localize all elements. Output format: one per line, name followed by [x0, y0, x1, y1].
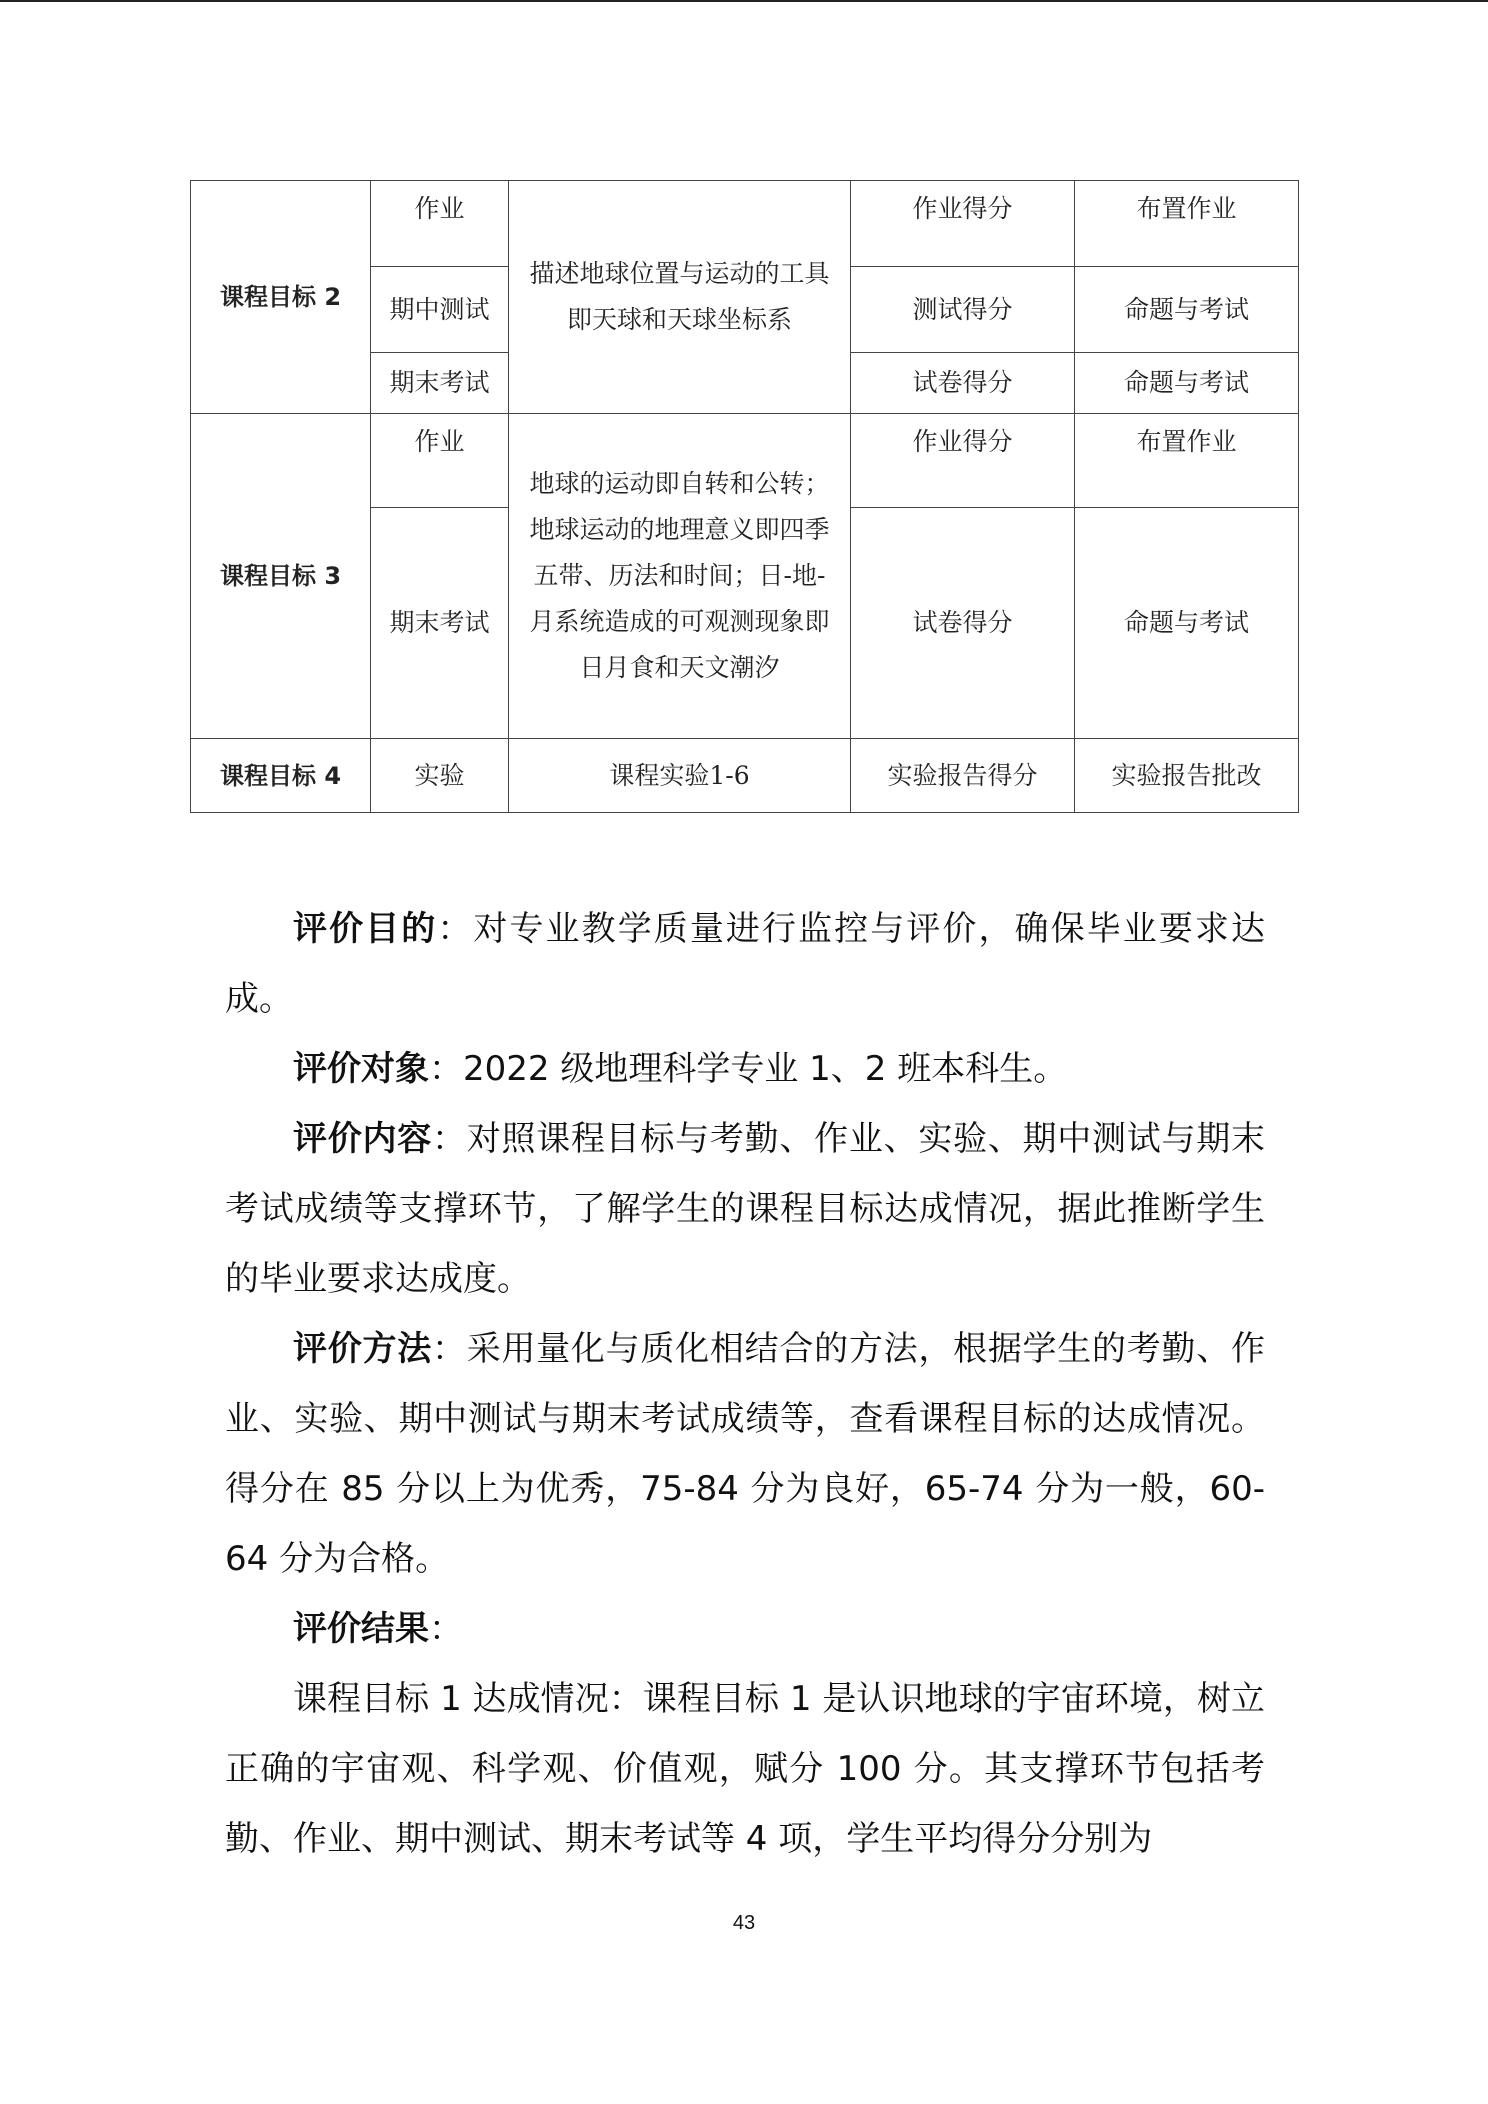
content-line: 地球的运动即自转和公转； [529, 469, 830, 498]
table-row [191, 181, 1299, 267]
goal-cell: 课程目标 4 [191, 739, 371, 813]
score-cell: 试卷得分 [851, 353, 1075, 414]
evaluation-text [225, 894, 1265, 1874]
link-cell: 期末考试 [371, 508, 509, 739]
paragraph-label: 评价对象 [293, 1049, 429, 1089]
score-cell: 作业得分 [851, 414, 1075, 508]
content-line: 五带、历法和时间；日-地- [533, 561, 826, 590]
link-cell: 期末考试 [371, 353, 509, 414]
table-row [191, 739, 1299, 813]
paragraph-method [225, 1314, 1265, 1594]
paragraph-object [225, 1034, 1265, 1104]
paragraph-text: ： [429, 1609, 463, 1649]
content-line: 日月食和天文潮汐 [579, 653, 780, 682]
score-cell: 作业得分 [851, 181, 1075, 267]
paragraph-label: 评价结果 [293, 1609, 429, 1649]
content-cell [509, 181, 851, 414]
paragraph-content [225, 1104, 1265, 1314]
method-cell: 实验报告批改 [1075, 739, 1299, 813]
page-number: 43 [732, 1912, 756, 1934]
paragraph-result [225, 1594, 1265, 1664]
goal-cell: 课程目标 2 [191, 181, 371, 414]
score-cell: 测试得分 [851, 267, 1075, 353]
link-cell: 期中测试 [371, 267, 509, 353]
assessment-table [190, 180, 1299, 813]
score-cell: 实验报告得分 [851, 739, 1075, 813]
paragraph-text: ：对照课程目标与考勤、作业、实验、期中测试与期末考试成绩等支撑环节，了解学生的课程目标达成情况，据此推断学生的毕业要求达成度。 [225, 1119, 1266, 1299]
paragraph-label: 评价内容 [293, 1119, 432, 1159]
link-cell: 作业 [371, 181, 509, 267]
method-cell: 布置作业 [1075, 414, 1299, 508]
content-cell: 课程实验1-6 [509, 739, 851, 813]
paragraph-goal1 [225, 1664, 1265, 1874]
page-top-border [0, 0, 1488, 2]
content-cell [509, 414, 851, 739]
score-cell: 试卷得分 [851, 508, 1075, 739]
link-cell: 实验 [371, 739, 509, 813]
method-cell: 命题与考试 [1075, 508, 1299, 739]
content-line: 月系统造成的可观测现象即 [529, 607, 830, 636]
paragraph-text: 课程目标 1 达成情况：课程目标 1 是认识地球的宇宙环境，树立正确的宇宙观、科学观、价值观，赋分 100 分。其支撑环节包括考勤、作业、期中测试、期末考试等 4 项，学生平均得分分别为 [225, 1679, 1265, 1859]
paragraph-text: ：采用量化与质化相结合的方法，根据学生的考勤、作业、实验、期中测试与期末考试成绩等，查看课程目标的达成情况。得分在 85 分以上为优秀，75-84 分为良好，65-74 分为一般，60-64 分为合格。 [225, 1329, 1266, 1579]
paragraph-text: ：对专业教学质量进行监控与评价，确保毕业要求达成。 [225, 909, 1266, 1019]
paragraph-label: 评价目的 [293, 909, 438, 949]
paragraph-label: 评价方法 [293, 1329, 432, 1369]
paragraph-purpose [225, 894, 1265, 1034]
method-cell: 命题与考试 [1075, 267, 1299, 353]
goal-cell: 课程目标 3 [191, 414, 371, 739]
method-cell: 布置作业 [1075, 181, 1299, 267]
table-row [191, 414, 1299, 508]
content-line: 描述地球位置与运动的工具 [529, 259, 830, 288]
content-line: 即天球和天球坐标系 [566, 305, 792, 334]
content-line: 地球运动的地理意义即四季 [529, 515, 830, 544]
link-cell: 作业 [371, 414, 509, 508]
method-cell: 命题与考试 [1075, 353, 1299, 414]
paragraph-text: ：2022 级地理科学专业 1、2 班本科生。 [429, 1049, 1068, 1089]
